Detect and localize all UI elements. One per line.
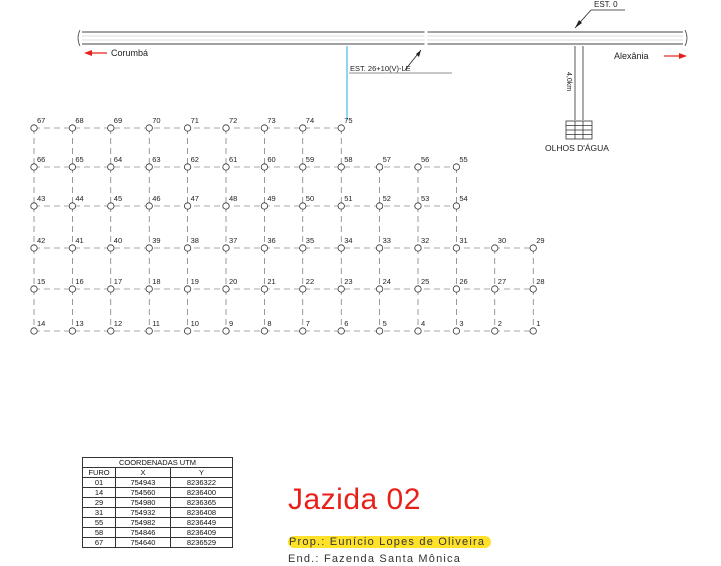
cell-furo: 14 [83, 488, 116, 498]
column-header-x: X [116, 468, 171, 478]
bore-hole-label: 48 [229, 194, 238, 203]
bore-hole-label: 32 [421, 236, 430, 245]
bore-hole-label: 60 [267, 155, 276, 164]
bore-hole-label: 33 [382, 236, 391, 245]
bore-hole-marker [223, 203, 229, 209]
bore-hole-label: 45 [113, 194, 123, 203]
cell-furo: 29 [83, 498, 116, 508]
distance-label: 4,0km [565, 72, 572, 92]
side-road [575, 46, 583, 120]
bore-hole-label: 14 [37, 319, 46, 328]
bore-hole-marker [184, 286, 190, 292]
bore-hole-label: 27 [497, 277, 507, 286]
bore-hole-label: 36 [267, 236, 276, 245]
bore-hole-marker [223, 125, 229, 131]
bore-hole-marker [31, 245, 37, 251]
bore-hole-label: 23 [344, 277, 353, 286]
bore-hole-marker [184, 164, 190, 170]
road [78, 30, 687, 47]
bore-hole-label: 51 [344, 194, 353, 203]
table-row [83, 478, 233, 488]
bore-hole-marker [31, 286, 37, 292]
town-label: OLHOS D'ÁGUA [545, 143, 609, 153]
bore-hole-marker [376, 245, 382, 251]
bore-hole-label: 24 [382, 277, 391, 286]
station-label: EST. 26+10(V)-LE [350, 64, 411, 73]
alexania-direction [614, 51, 687, 61]
bore-hole-label: 20 [229, 277, 238, 286]
bore-hole-marker [300, 245, 306, 251]
bore-hole-marker [108, 164, 114, 170]
bore-hole-marker [108, 328, 114, 334]
bore-hole-marker [261, 286, 267, 292]
bore-hole-label: 52 [382, 194, 391, 203]
bore-hole-label: 7 [305, 319, 310, 328]
bore-hole-marker [338, 286, 344, 292]
bore-hole-marker [184, 245, 190, 251]
bore-hole-label: 70 [152, 116, 161, 125]
bore-hole-label: 72 [229, 116, 238, 125]
jazida-title: Jazida 02 [288, 483, 421, 516]
bore-hole-marker [338, 245, 344, 251]
bore-hole-marker [492, 245, 498, 251]
bore-hole-marker [108, 245, 114, 251]
bore-hole-marker [338, 203, 344, 209]
bore-hole-marker [108, 125, 114, 131]
column-header-y: Y [170, 468, 232, 478]
bore-hole-label: 34 [344, 236, 353, 245]
bore-hole-marker [453, 328, 459, 334]
bore-hole-label: 59 [305, 155, 315, 164]
bore-hole-marker [146, 328, 152, 334]
bore-hole-label: 30 [497, 236, 507, 245]
address-line: End.: Fazenda Santa Mônica [288, 553, 462, 565]
bore-hole-label: 42 [37, 236, 46, 245]
bore-hole-label: 17 [113, 277, 123, 286]
table-row [83, 508, 233, 518]
bore-hole-marker [146, 125, 152, 131]
bore-hole-label: 66 [37, 155, 46, 164]
cell-furo: 67 [83, 538, 116, 548]
bore-hole-marker [530, 328, 536, 334]
bore-hole-marker [415, 328, 421, 334]
bore-hole-label: 21 [267, 277, 276, 286]
bore-hole-label: 44 [75, 194, 84, 203]
bore-hole-marker [492, 286, 498, 292]
table-row [83, 518, 233, 528]
bore-hole-label: 38 [190, 236, 199, 245]
bore-hole-label: 43 [37, 194, 46, 203]
est-zero-label: EST. 0 [594, 0, 618, 9]
cell-furo: 55 [83, 518, 116, 528]
bore-grid-points [31, 116, 545, 334]
cell-x: 754560 [116, 488, 171, 498]
bore-hole-marker [415, 203, 421, 209]
cell-x: 754640 [116, 538, 171, 548]
bore-grid-lines [34, 128, 533, 331]
bore-hole-marker [223, 286, 229, 292]
cell-y: 8236409 [170, 528, 232, 538]
bore-hole-label: 11 [152, 319, 160, 328]
bore-hole-label: 73 [267, 116, 276, 125]
bore-hole-marker [146, 203, 152, 209]
bore-hole-marker [453, 203, 459, 209]
bore-hole-marker [376, 203, 382, 209]
bore-hole-marker [300, 203, 306, 209]
cell-y: 8236322 [170, 478, 232, 488]
bore-hole-label: 55 [459, 155, 468, 164]
bore-hole-label: 4 [421, 319, 426, 328]
cell-y: 8236365 [170, 498, 232, 508]
bore-hole-marker [31, 164, 37, 170]
bore-hole-marker [146, 286, 152, 292]
bore-hole-label: 12 [113, 319, 123, 328]
bore-hole-marker [223, 245, 229, 251]
bore-hole-label: 57 [382, 155, 391, 164]
bore-hole-marker [300, 286, 306, 292]
bore-hole-label: 8 [267, 319, 272, 328]
bore-hole-label: 29 [536, 236, 545, 245]
bore-hole-marker [261, 125, 267, 131]
cell-y: 8236529 [170, 538, 232, 548]
bore-hole-marker [300, 328, 306, 334]
cell-y: 8236449 [170, 518, 232, 528]
bore-hole-label: 49 [267, 194, 276, 203]
bore-hole-marker [69, 245, 75, 251]
est-zero-marker [575, 0, 625, 28]
bore-hole-label: 46 [152, 194, 161, 203]
bore-hole-label: 56 [421, 155, 430, 164]
bore-hole-marker [184, 125, 190, 131]
owner-line [288, 536, 491, 548]
bore-hole-marker [108, 203, 114, 209]
bore-hole-label: 1 [536, 319, 541, 328]
bore-hole-label: 26 [459, 277, 468, 286]
bore-hole-label: 58 [344, 155, 353, 164]
bore-hole-label: 5 [382, 319, 387, 328]
bore-hole-marker [492, 328, 498, 334]
bore-hole-label: 13 [75, 319, 84, 328]
bore-hole-marker [338, 328, 344, 334]
access-road [347, 46, 452, 120]
bore-hole-marker [261, 245, 267, 251]
bore-hole-label: 28 [536, 277, 545, 286]
cell-x: 754943 [116, 478, 171, 488]
coordinates-table [82, 457, 233, 548]
table-row [83, 538, 233, 548]
bore-hole-label: 10 [190, 319, 199, 328]
bore-hole-label: 64 [113, 155, 123, 164]
bore-hole-label: 2 [497, 319, 502, 328]
bore-hole-marker [530, 286, 536, 292]
bore-hole-marker [300, 164, 306, 170]
bore-hole-label: 41 [75, 236, 84, 245]
bore-hole-marker [31, 203, 37, 209]
bore-hole-marker [146, 164, 152, 170]
bore-hole-label: 22 [305, 277, 315, 286]
bore-hole-label: 19 [190, 277, 199, 286]
table-row [83, 488, 233, 498]
bore-hole-marker [453, 164, 459, 170]
cell-furo: 58 [83, 528, 116, 538]
bore-hole-label: 53 [421, 194, 430, 203]
bore-hole-marker [453, 245, 459, 251]
bore-hole-label: 68 [75, 116, 84, 125]
bore-hole-marker [108, 286, 114, 292]
bore-hole-label: 67 [37, 116, 46, 125]
cell-furo: 01 [83, 478, 116, 488]
table-row [83, 528, 233, 538]
cell-furo: 31 [83, 508, 116, 518]
coordinates-table-title: COORDENADAS UTM [83, 458, 233, 468]
bore-hole-label: 69 [113, 116, 123, 125]
bore-hole-marker [69, 286, 75, 292]
bore-hole-marker [338, 164, 344, 170]
bore-hole-marker [376, 164, 382, 170]
bore-hole-marker [223, 164, 229, 170]
bore-hole-label: 15 [37, 277, 46, 286]
corumba-label: Corumbá [111, 48, 149, 58]
bore-hole-marker [300, 125, 306, 131]
town-symbol [566, 121, 592, 139]
bore-hole-marker [223, 328, 229, 334]
bore-hole-marker [184, 328, 190, 334]
bore-hole-label: 65 [75, 155, 84, 164]
bore-hole-label: 40 [113, 236, 123, 245]
bore-hole-marker [69, 125, 75, 131]
bore-hole-label: 39 [152, 236, 161, 245]
bore-hole-marker [31, 328, 37, 334]
bore-hole-marker [338, 125, 344, 131]
bore-hole-marker [261, 203, 267, 209]
bore-hole-label: 16 [75, 277, 84, 286]
bore-hole-label: 61 [229, 155, 238, 164]
bore-hole-label: 3 [459, 319, 464, 328]
bore-hole-label: 47 [190, 194, 199, 203]
bore-hole-label: 50 [305, 194, 315, 203]
bore-hole-label: 25 [421, 277, 430, 286]
bore-hole-label: 71 [190, 116, 199, 125]
bore-hole-marker [453, 286, 459, 292]
bore-hole-marker [376, 328, 382, 334]
cell-y: 8236400 [170, 488, 232, 498]
bore-hole-marker [69, 328, 75, 334]
bore-hole-marker [31, 125, 37, 131]
corumba-direction [84, 48, 148, 58]
bore-hole-marker [184, 203, 190, 209]
alexania-label: Alexânia [614, 51, 649, 61]
bore-hole-marker [415, 164, 421, 170]
cell-x: 754980 [116, 498, 171, 508]
bore-hole-marker [261, 164, 267, 170]
bore-hole-marker [415, 286, 421, 292]
bore-hole-label: 9 [229, 319, 234, 328]
bore-hole-label: 54 [459, 194, 468, 203]
bore-hole-marker [69, 164, 75, 170]
cell-x: 754932 [116, 508, 171, 518]
bore-hole-marker [530, 245, 536, 251]
bore-hole-label: 75 [344, 116, 353, 125]
bore-hole-marker [69, 203, 75, 209]
bore-hole-label: 63 [152, 155, 161, 164]
bore-hole-marker [261, 328, 267, 334]
bore-hole-label: 74 [305, 116, 315, 125]
bore-hole-marker [146, 245, 152, 251]
bore-hole-label: 31 [459, 236, 468, 245]
bore-hole-label: 37 [229, 236, 238, 245]
table-row [83, 498, 233, 508]
owner-highlight: Prop.: Eunício Lopes de Oliveira [288, 536, 491, 548]
bore-hole-label: 6 [344, 319, 349, 328]
column-header-furo: FURO [83, 468, 116, 478]
bore-hole-marker [376, 286, 382, 292]
cell-x: 754846 [116, 528, 171, 538]
cell-y: 8236408 [170, 508, 232, 518]
bore-hole-label: 62 [190, 155, 199, 164]
bore-hole-label: 18 [152, 277, 161, 286]
cell-x: 754982 [116, 518, 171, 528]
bore-hole-label: 35 [305, 236, 315, 245]
bore-hole-marker [415, 245, 421, 251]
